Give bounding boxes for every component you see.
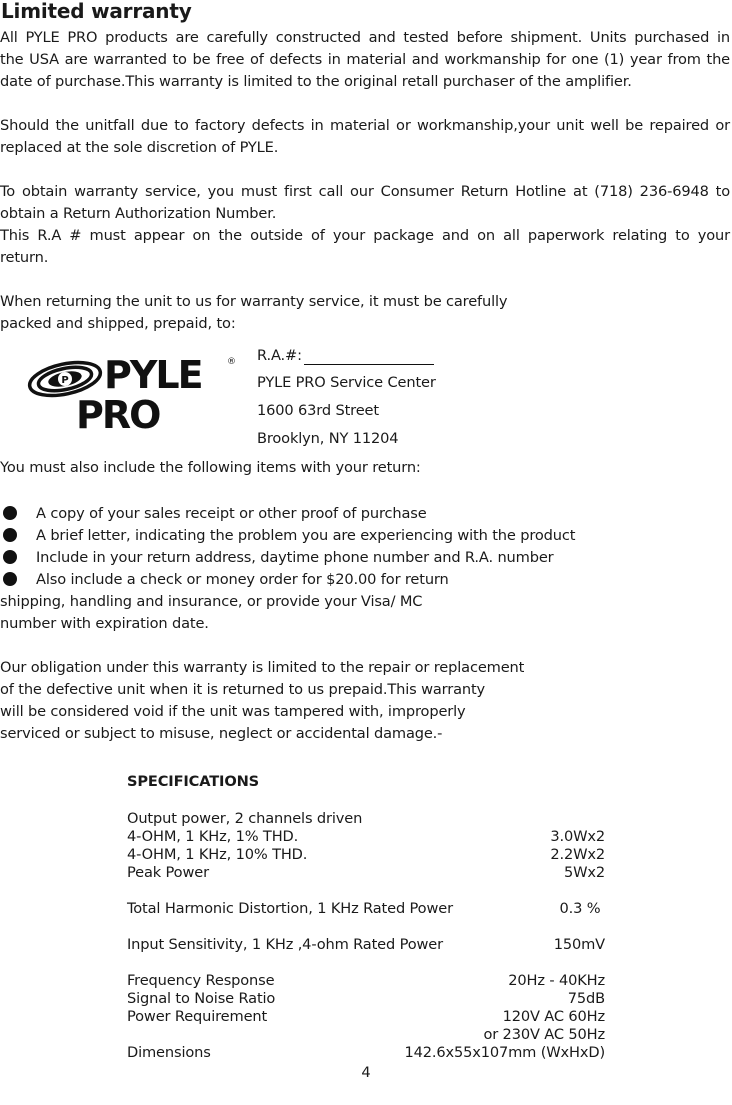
bullet-icon bbox=[3, 528, 17, 542]
bullet-icon bbox=[3, 506, 17, 520]
text-line: the USA are warranted to be free of defects in material and workmanship for one (1) year from the bbox=[0, 51, 730, 68]
list-item-continuation: shipping, handling and insurance, or provide your Visa/ MC bbox=[0, 593, 423, 610]
specifications-heading: SPECIFICATIONS bbox=[127, 773, 260, 790]
list-item bbox=[0, 547, 730, 569]
text-line: To obtain warranty service, you must first call our Consumer Return Hotline at (718) 236-6948 to bbox=[0, 183, 730, 200]
text-line: replaced at the sole discretion of PYLE. bbox=[0, 139, 279, 156]
spec-value: 75dB bbox=[567, 990, 605, 1007]
pyle-pro-logo-mark bbox=[24, 348, 236, 432]
spec-value: 3.0Wx2 bbox=[550, 828, 605, 845]
text-line: obtain a Return Authorization Number. bbox=[0, 205, 277, 222]
pyle-pro-logo bbox=[24, 348, 236, 432]
spec-label: Signal to Noise Ratio bbox=[127, 990, 276, 1007]
list-item-text: A copy of your sales receipt or other proof of purchase bbox=[36, 505, 427, 522]
bullet-icon bbox=[3, 572, 17, 586]
service-city: Brooklyn, NY 11204 bbox=[257, 430, 399, 447]
service-street: 1600 63rd Street bbox=[257, 402, 379, 419]
text-line: All PYLE PRO products are carefully constructed and tested before shipment. Units purchased in bbox=[0, 29, 730, 46]
spec-value: 0.3 % bbox=[559, 900, 605, 917]
text-line: packed and shipped, prepaid, to: bbox=[0, 315, 236, 332]
spec-label: 4-OHM, 1 KHz, 10% THD. bbox=[127, 846, 308, 863]
spec-value: 5Wx2 bbox=[563, 864, 605, 881]
text-line: return. bbox=[0, 249, 49, 266]
spec-label: Power Requirement bbox=[127, 1008, 268, 1025]
page-title: Limited warranty bbox=[1, 0, 192, 23]
text-line: serviced or subject to misuse, neglect or accidental damage.- bbox=[0, 725, 443, 742]
ra-number-label: R.A.#: bbox=[257, 347, 302, 364]
spec-label: Dimensions bbox=[127, 1044, 211, 1061]
text-line: date of purchase.This warranty is limited to the original retall purchaser of the amplifier. bbox=[0, 73, 632, 90]
include-intro: You must also include the following items with your return: bbox=[0, 459, 421, 476]
spec-label: Input Sensitivity, 1 KHz ,4-ohm Rated Power bbox=[127, 936, 443, 953]
page-number: 4 bbox=[361, 1064, 371, 1081]
text-line: When returning the unit to us for warranty service, it must be carefully bbox=[0, 293, 508, 310]
logo-word-pyle: PYLE bbox=[104, 353, 202, 397]
list-item bbox=[0, 525, 730, 547]
spec-value: 142.6x55x107mm (WxHxD) bbox=[404, 1044, 605, 1061]
list-item-text: Also include a check or money order for $20.00 for return bbox=[36, 571, 449, 588]
text-line: Our obligation under this warranty is limited to the repair or replacement bbox=[0, 659, 525, 676]
text-line: will be considered void if the unit was tampered with, improperly bbox=[0, 703, 466, 720]
output-power-heading: Output power, 2 channels driven bbox=[127, 810, 363, 827]
list-item bbox=[0, 569, 730, 591]
service-center-name: PYLE PRO Service Center bbox=[257, 374, 436, 391]
spec-label: Frequency Response bbox=[127, 972, 275, 989]
bullet-icon bbox=[3, 550, 17, 564]
text-line: of the defective unit when it is returned to us prepaid.This warranty bbox=[0, 681, 486, 698]
spec-label: Total Harmonic Distortion, 1 KHz Rated Power bbox=[127, 900, 453, 917]
ra-number-blank bbox=[304, 364, 434, 365]
spec-value: 120V AC 60Hz bbox=[502, 1008, 605, 1025]
list-item bbox=[0, 503, 730, 525]
spec-label: 4-OHM, 1 KHz, 1% THD. bbox=[127, 828, 299, 845]
list-item-continuation: number with expiration date. bbox=[0, 615, 209, 632]
logo-word-pro: PRO bbox=[76, 393, 160, 432]
spec-value: 2.2Wx2 bbox=[550, 846, 605, 863]
list-item-text: A brief letter, indicating the problem you are experiencing with the product bbox=[36, 527, 576, 544]
spec-value: 20Hz - 40KHz bbox=[508, 972, 605, 989]
list-item-text: Include in your return address, daytime phone number and R.A. number bbox=[36, 549, 554, 566]
text-line: Should the unitfall due to factory defects in material or workmanship,your unit well be repaired or bbox=[0, 117, 730, 134]
logo-badge-letter: P bbox=[61, 375, 69, 386]
spec-value: or 230V AC 50Hz bbox=[483, 1026, 605, 1043]
spec-label: Peak Power bbox=[127, 864, 209, 881]
logo-registered-mark: ® bbox=[227, 357, 236, 367]
text-line: This R.A # must appear on the outside of your package and on all paperwork relating to your bbox=[0, 227, 730, 244]
spec-value: 150mV bbox=[553, 936, 605, 953]
